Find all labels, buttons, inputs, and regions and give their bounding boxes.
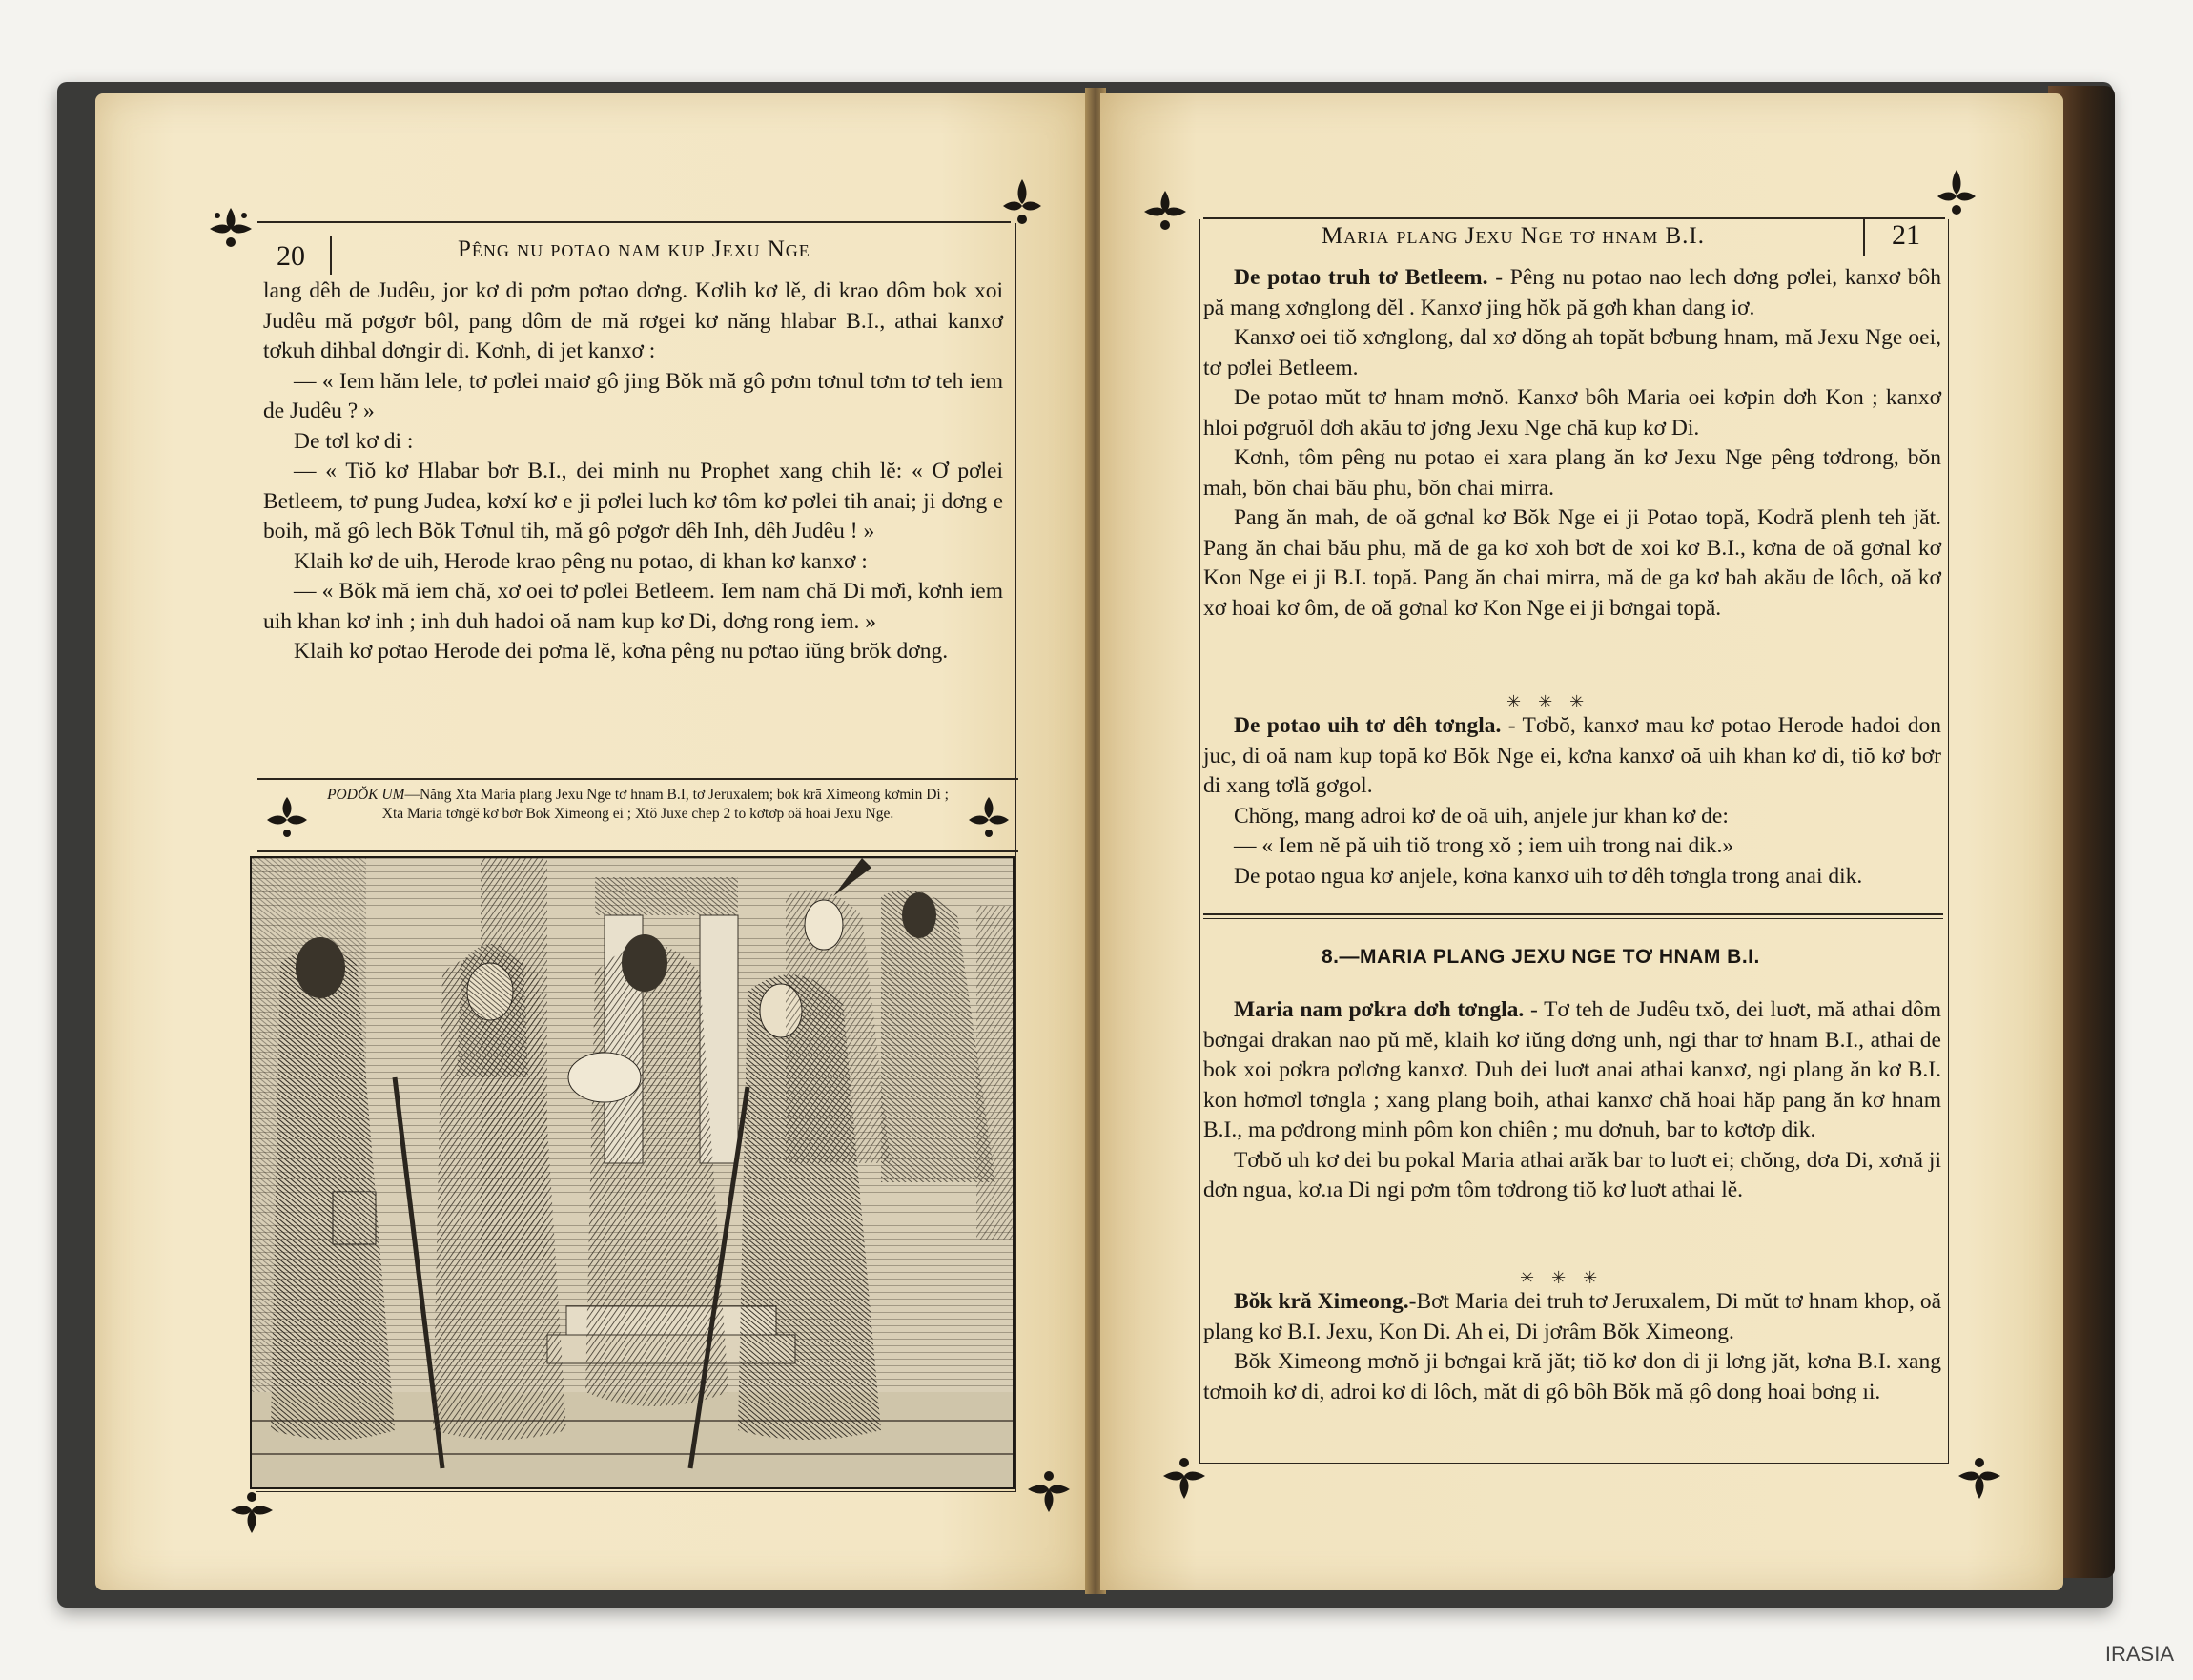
caption-text — [257, 786, 1018, 824]
fleuron-ornament-icon — [1137, 183, 1194, 240]
paragraph: lang dêh de Judêu, jor kơ di pơm pơtao dơng. Kơlih kơ lě, di krao dôm bok xoi Judêu mă pơgơr bôl, pang dôm de mă rơgei kơ năng hlabar B.I., athai kanxơ tơkuh dihbal dơngir di. Kơnh, di jet kanxơ : — [263, 278, 1003, 363]
fleuron-ornament-icon — [202, 200, 259, 257]
paragraph-text: -Bơt Maria dei truh tơ Jeruxalem, Di mŭt tơ hnam khop, oă plang kơ B.I. Jexu, Kon Di. Ah ei, Di jơrâm Bŏk Ximeong. — [1203, 1289, 1942, 1344]
paragraph — [1203, 995, 1941, 1146]
section-star-divider: ✳✳✳ — [1520, 1268, 1615, 1287]
paragraph: — « Bŏk mă iem chă, xơ oei tơ pơlei Betleem. Iem nam chă Di mơ̆i, kơnh iem uih khan kơ inh ; inh duh hadoi oă nam kup kơ Di, dơng rong iem. » — [263, 579, 1003, 634]
paragraph: Klaih kơ de uih, Herode krao pêng nu potao, di khan kơ kanxơ : — [294, 548, 868, 574]
paragraph-text: Chŏng, mang adroi kơ de oă uih, anjele jur khan kơ de: — [1234, 803, 1729, 829]
paragraph: — « Tiŏ kơ Hlabar bơr B.I., dei minh nu Prophet xang chih lĕ: « Ơ pơlei Betleem, tơ pung Judea, kơxí kơ e ji pơlei luch kơ tôm kơ pơlei tih anai; ji dơng e boih, mă gô lech Bŏk Tơnul tih, mă gô pơgơr dêh Inh, dêh Judêu ! » — [263, 459, 1003, 543]
section-rule — [1203, 913, 1943, 919]
paragraph-text: De potao mŭt tơ hnam mơnŏ. Kanxơ bôh Maria oei kơpin dơh Kon ; kanxơ hloi pơgruŏl dơh akău tơ jơng Jexu Nge chă kup kơ Di. — [1203, 385, 1941, 440]
illustration-caption — [257, 778, 1018, 852]
left-page-text — [263, 277, 1003, 667]
caption-ornament-icon — [965, 791, 1013, 845]
running-head: Pêng nu potao nam kup Jexu Nge — [458, 236, 810, 262]
header-divider — [330, 236, 332, 275]
engraving-illustration — [250, 856, 1015, 1489]
paragraph — [1203, 862, 1941, 892]
paragraph — [1203, 1287, 1941, 1347]
right-page-section-4 — [1203, 1287, 1941, 1407]
paragraph-text: De potao ngua kơ anjele, kơna kanxơ uih tơ dêh tơngla trong anai dik. — [1234, 863, 1863, 889]
paragraph — [1203, 323, 1941, 383]
paragraph-lead: Bŏk kră Ximeong. — [1234, 1289, 1409, 1314]
paragraph-text: - Tơ teh de Judêu txŏ, dei luơt, mă athai dôm bơngai drakan nao pŭ mĕ, klaih kơ iŭng dơng unh, ngi thar tơ hnam B.I., athai de bok xoi pơkra pơlơng kanxơ. Duh dei luơt anai athai kanxơ, ngi plang ăn kơ B.I. kon hơmơl tơngla ; xang plang boih, athai kanxơ chă hoai hăp pang ăn kơ hnam B.I., ma pơdrong minh pôm kon chiên ; mu dơnuh, bar to kơtơp dik. — [1203, 997, 1941, 1142]
paragraph — [1203, 383, 1941, 443]
header-divider — [1863, 217, 1865, 256]
caption-body: —Năng Xta Maria plang Jexu Nge tơ hnam B.I, tơ Jeruxalem; bok krā Ximeong kơmin Di ; Xta Maria tơngĕ kơ bơr Bok Ximeong ei ; Xtŏ Juxe chep 2 to kơtơp oă hoai Jexu Nge. — [381, 787, 949, 822]
page-number: 20 — [277, 240, 305, 272]
paragraph: — « Iem hăm lele, tơ pơlei maiơ gô jing Bŏk mă gô pơm tơnul tơm tơ teh iem de Judêu ? » — [263, 368, 1003, 423]
paragraph-text: Kơnh, tôm pêng nu potao ei xara plang ăn kơ Jexu Nge pêng tơdrong, bŏn mah, bŏn chai bău phu, bŏn chai mirra. — [1203, 445, 1941, 501]
fleuron-ornament-icon — [1020, 1463, 1077, 1520]
paragraph-lead: De potao truh tơ Betleem. — [1234, 265, 1488, 290]
right-page-section-2 — [1203, 711, 1941, 891]
paragraph — [1203, 443, 1941, 503]
paragraph — [1203, 503, 1941, 624]
paragraph-text: Pang ăn mah, de oă gơnal kơ Bŏk Nge ei ji Potao topă, Kodră plenh teh jăt. Pang ăn chai bău phu, mă de ga kơ xoh bơt de xoi kơ B.I., kơna de oă gơnal kơ Kon Nge ei ji B.I. topă. Pang ăn chai mirra, mă de ga kơ bah akău de lôch, oă kơ xơ hoai kơ ôm, de oă gơnal kơ Kon Nge ei ji bơngai topă. — [1203, 505, 1941, 621]
right-page-section-3 — [1203, 995, 1941, 1206]
paragraph: De tơl kơ di : — [294, 428, 414, 454]
paragraph — [1203, 1146, 1941, 1206]
section-star-divider: ✳✳✳ — [1506, 692, 1602, 711]
paragraph-lead: De potao uih tơ dêh tơngla. — [1234, 713, 1502, 738]
paragraph — [1203, 802, 1941, 832]
paragraph-lead: Maria nam pơkra dơh tơngla. — [1234, 997, 1525, 1022]
paragraph-text: Kanxơ oei tiŏ xơnglong, dal xơ dŏng ah topăt bơbung hnam, mă Jexu Nge oei, tơ pơlei Betleem. — [1203, 325, 1941, 380]
caption-label: PODŎK UM — [327, 787, 405, 803]
paragraph-text: Tơbŏ uh kơ dei bu pokal Maria athai arăk bar to luơt ei; chŏng, dơa Di, xơnă ji dơn ngua, kơ.ıa Di ngi pơm tôm tơdrong tiŏ kơ luơt athai lĕ. — [1203, 1147, 1941, 1202]
page-number: 21 — [1892, 219, 1920, 251]
watermark: IRASIA — [2104, 1642, 2174, 1666]
fleuron-ornament-icon — [1951, 1449, 2008, 1506]
caption-ornament-icon — [263, 791, 311, 845]
running-head: Maria plang Jexu Nge tơ hnam B.I. — [1322, 223, 1705, 249]
fleuron-ornament-icon — [223, 1484, 280, 1541]
paragraph-text: - Tơbŏ, kanxơ mau kơ potao Herode hadoi don juc, di oă nam kup topă kơ Bŏk Nge ei, kơna kanxơ oă uih khan kơ di, tiŏ kơ bơr di xang tơlă gơgol. — [1203, 713, 1941, 798]
paragraph — [1203, 263, 1941, 323]
paragraph-text: — « Iem nĕ pă uih tiŏ trong xŏ ; iem uih trong nai dik.» — [1234, 833, 1734, 858]
right-page-section-1 — [1203, 263, 1941, 624]
fleuron-ornament-icon — [1928, 164, 1985, 221]
paragraph-text: - Pêng nu potao nao lech dơng pơlei, kanxơ bôh pă mang xơnglong dĕl . Kanxơ jing hŏk pă gơh khan dang iơ. — [1203, 265, 1941, 320]
temple-presentation-engraving-icon — [252, 858, 1013, 1487]
paragraph — [1203, 711, 1941, 802]
paragraph — [1203, 1347, 1941, 1407]
paragraph-text: Bŏk Ximeong mơnŏ ji bơngai kră jăt; tiŏ kơ don di ji lơng jăt, kơna B.I. xang tơmoih kơ di, adroi kơ di lôch, măt di gô bôh Bŏk mă gô dong hoai bơng ıi. — [1203, 1349, 1941, 1404]
chapter-title: 8.—MARIA PLANG JEXU NGE TƠ HNAM B.I. — [1322, 946, 1760, 968]
paragraph — [1203, 831, 1941, 862]
paragraph: Klaih kơ pơtao Herode dei pơma lĕ, kơna pêng nu pơtao iŭng brŏk dơng. — [294, 639, 949, 664]
